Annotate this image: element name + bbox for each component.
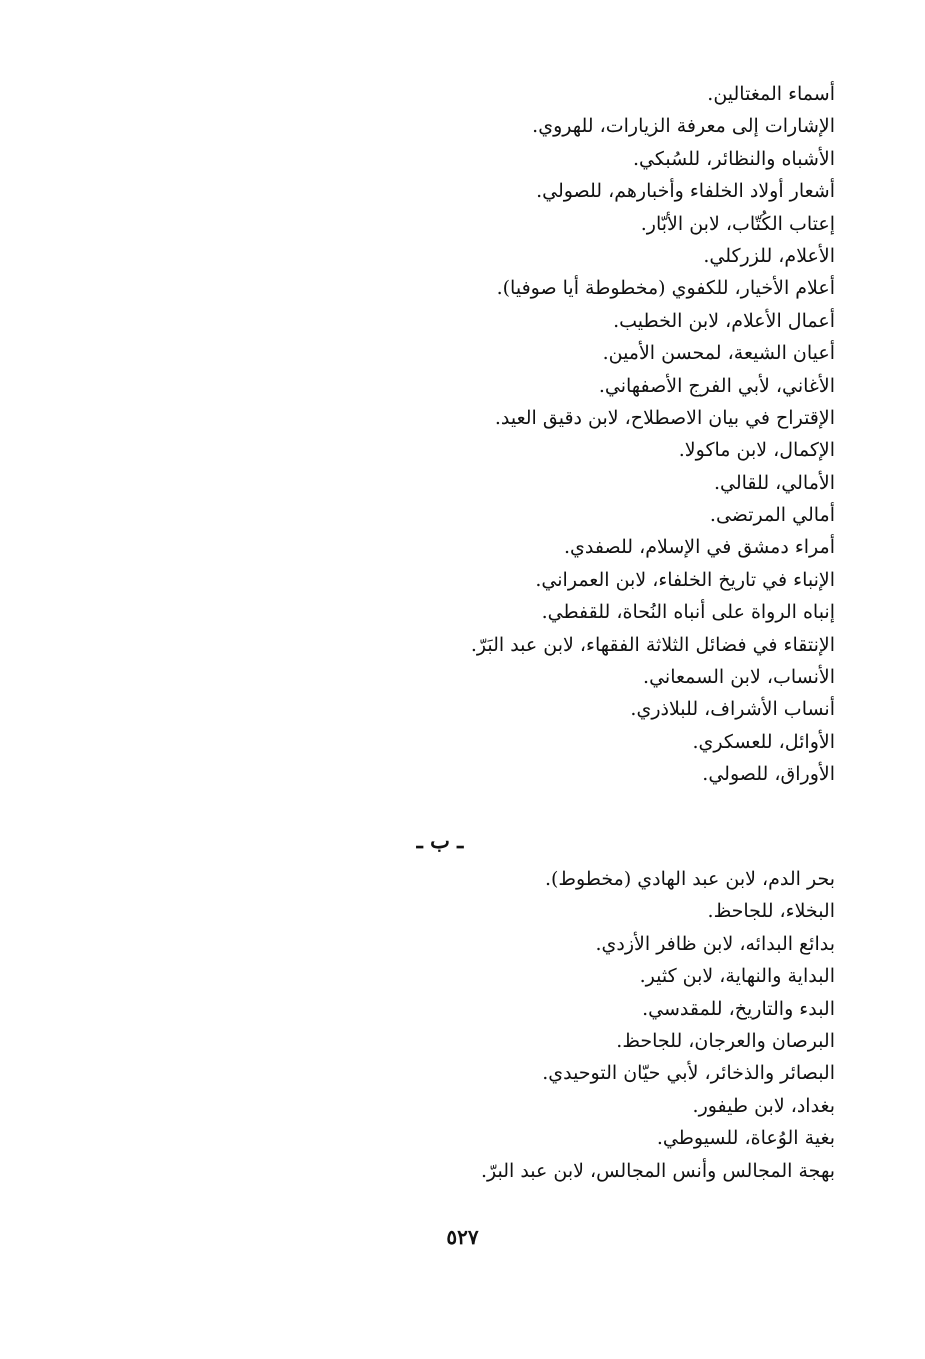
bibliography-entry: الأشباه والنظائر، للسُبكي.: [633, 147, 835, 170]
bibliography-entry: بغداد، لابن طيفور.: [692, 1094, 835, 1117]
bibliography-entry: الأغاني، لأبي الفرج الأصفهاني.: [598, 374, 835, 397]
bibliography-entry: أسماء المغتالين.: [707, 83, 835, 105]
bibliography-entry: بدائع البدائه، لابن ظافر الأزدي.: [595, 932, 835, 955]
bibliography-entry: بهجة المجالس وأنس المجالس، لابن عبد البرّ.: [480, 1159, 835, 1182]
bibliography-entry: الإكمال، لابن ماكولا.: [678, 439, 835, 462]
bibliography-entry: البصائر والذخائر، لأبي حيّان التوحيدي.: [542, 1062, 835, 1085]
bibliography-entry: أمالي المرتضى.: [709, 504, 835, 527]
page-number: ٥٢٧: [446, 1225, 479, 1249]
bibliography-entry: أعيان الشيعة، لمحسن الأمين.: [602, 342, 835, 365]
bibliography-entry: أمراء دمشق في الإسلام، للصفدي.: [564, 536, 835, 559]
bibliography-entry: إعتاب الكُتّاب، لابن الأبّار.: [640, 212, 835, 235]
bibliography-entry: الأنساب، لابن السمعاني.: [643, 666, 835, 689]
bibliography-entry: البداية والنهاية، لابن كثير.: [639, 965, 835, 988]
section-heading-ba: ـ ب ـ: [416, 828, 464, 853]
bibliography-entry: الإنباء في تاريخ الخلفاء، لابن العمراني.: [535, 568, 835, 591]
bibliography-entry: بغية الوُعاة، للسيوطي.: [656, 1127, 835, 1150]
bibliography-section-ba: [315, 863, 835, 1187]
bibliography-entry: البخلاء، للجاحظ.: [707, 900, 835, 923]
bibliography-entry: الأمالي، للقالي.: [713, 471, 835, 494]
bibliography-entry: إنباه الرواة على أنباه النُحاة، للقفطي.: [541, 601, 835, 624]
bibliography-entry: الإنتقاء في فضائل الثلاثة الفقهاء، لابن عبد البَرّ.: [470, 633, 835, 656]
bibliography-entry: الإشارات إلى معرفة الزيارات، للهروي.: [532, 115, 835, 138]
bibliography-entry: البدء والتاريخ، للمقدسي.: [642, 997, 835, 1020]
bibliography-entry: أشعار أولاد الخلفاء وأخبارهم، للصولي.: [536, 180, 835, 203]
bibliography-entry: أعمال الأعلام، لابن الخطيب.: [613, 309, 835, 332]
bibliography-entry: الإقتراح في بيان الاصطلاح، لابن دقيق العيد.: [494, 406, 835, 429]
bibliography-entry: البرصان والعرجان، للجاحظ.: [616, 1029, 835, 1052]
bibliography-entry: الأوائل، للعسكري.: [692, 730, 835, 753]
bibliography-entry: بحر الدم، لابن عبد الهادي (مخطوط).: [544, 868, 835, 890]
bibliography-entry: الأوراق، للصولي.: [702, 763, 835, 786]
bibliography-entry: أعلام الأخيار، للكفوي (مخطوطة أيا صوفيا).: [496, 277, 835, 300]
bibliography-entry: أنساب الأشراف، للبلاذري.: [630, 698, 835, 721]
bibliography-entry: الأعلام، للزركلي.: [703, 244, 835, 267]
bibliography-section-alif: [315, 78, 835, 791]
